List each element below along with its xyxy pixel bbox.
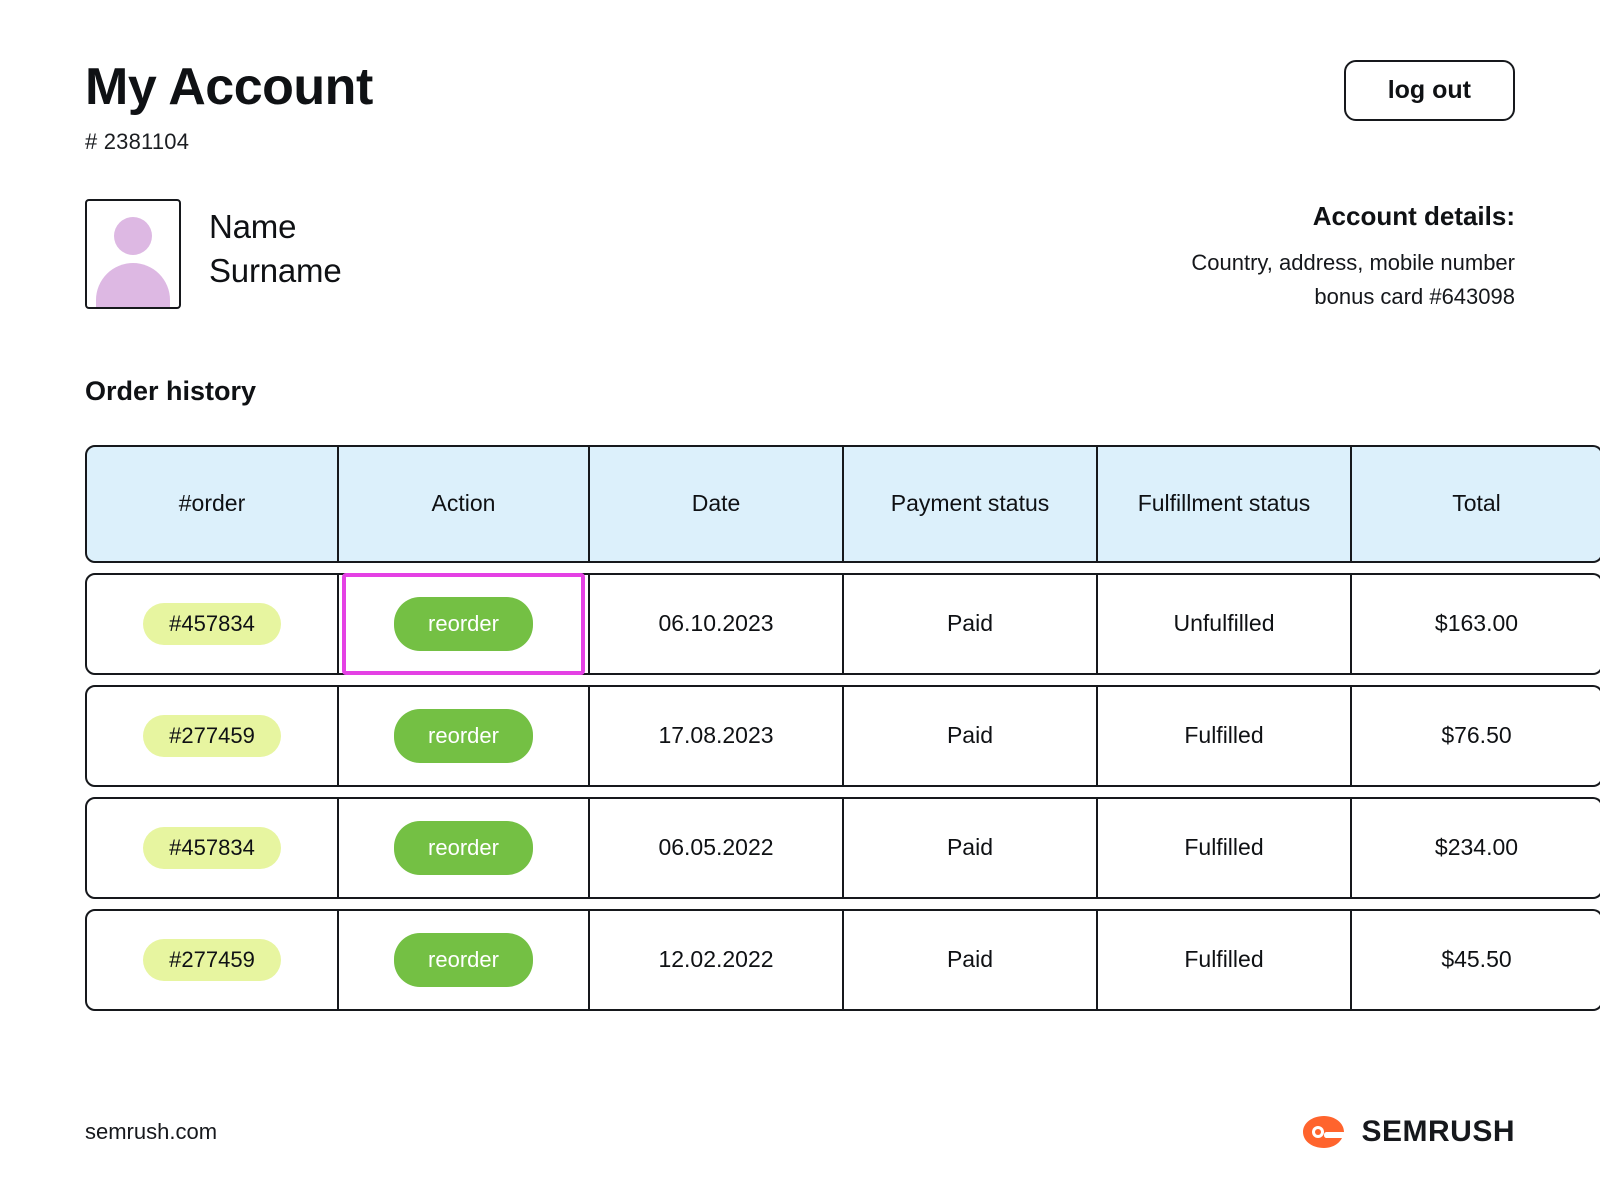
avatar-head-shape xyxy=(114,217,152,255)
reorder-button[interactable]: reorder xyxy=(394,933,533,987)
reorder-button[interactable]: reorder xyxy=(394,821,533,875)
payment-status-cell: Paid xyxy=(844,685,1098,787)
order-date-cell: 12.02.2022 xyxy=(590,909,844,1011)
order-history-table xyxy=(85,435,1600,1021)
header-left xyxy=(85,60,373,155)
order-history-title: Order history xyxy=(85,375,257,406)
user-last-name: Surname xyxy=(209,252,342,290)
order-total-cell: $234.00 xyxy=(1352,797,1600,899)
action-cell xyxy=(339,797,590,899)
table-header xyxy=(85,445,1600,563)
account-details-title: Account details: xyxy=(1312,200,1515,231)
account-details-line-2: bonus card #643098 xyxy=(1314,283,1515,309)
order-id-cell xyxy=(85,685,339,787)
order-total-cell: $76.50 xyxy=(1352,685,1600,787)
user-first-name: Name xyxy=(209,207,297,245)
order-date-cell: 06.05.2022 xyxy=(590,797,844,899)
page-header xyxy=(85,60,1515,155)
column-header-payment-status: Payment status xyxy=(844,445,1098,563)
action-cell xyxy=(339,909,590,1011)
order-date-cell: 17.08.2023 xyxy=(590,685,844,787)
order-date-cell: 06.10.2023 xyxy=(590,573,844,675)
order-total-cell: $45.50 xyxy=(1352,909,1600,1011)
user-avatar-icon xyxy=(85,199,181,309)
semrush-logo-icon xyxy=(1301,1115,1347,1149)
order-id-badge: #277459 xyxy=(143,939,281,981)
action-cell xyxy=(339,573,590,675)
column-header-fulfillment-status: Fulfillment status xyxy=(1098,445,1352,563)
fulfillment-status-cell: Unfulfilled xyxy=(1098,573,1352,675)
reorder-button[interactable]: reorder xyxy=(394,709,533,763)
table-header-row xyxy=(85,445,1600,563)
payment-status-cell: Paid xyxy=(844,909,1098,1011)
account-details xyxy=(1191,199,1515,314)
table-row xyxy=(85,909,1600,1011)
user-name xyxy=(209,199,342,294)
table-row xyxy=(85,573,1600,675)
brand-logo xyxy=(1301,1115,1515,1149)
fulfillment-status-cell: Fulfilled xyxy=(1098,797,1352,899)
order-id-cell xyxy=(85,797,339,899)
identity-block xyxy=(85,199,342,309)
fulfillment-status-cell: Fulfilled xyxy=(1098,685,1352,787)
account-details-line-1: Country, address, mobile number xyxy=(1191,249,1515,275)
profile-row xyxy=(85,199,1515,314)
column-header-order: #order xyxy=(85,445,339,563)
order-id-badge: #457834 xyxy=(143,827,281,869)
reorder-button[interactable]: reorder xyxy=(394,597,533,651)
order-id-cell xyxy=(85,573,339,675)
order-id-badge: #457834 xyxy=(143,603,281,645)
column-header-date: Date xyxy=(590,445,844,563)
payment-status-cell: Paid xyxy=(844,573,1098,675)
brand-name: SEMRUSH xyxy=(1361,1115,1515,1148)
table-row xyxy=(85,685,1600,787)
page-footer xyxy=(85,1115,1515,1149)
column-header-action: Action xyxy=(339,445,590,563)
footer-url: semrush.com xyxy=(85,1119,218,1144)
page-title: My Account xyxy=(85,58,373,116)
order-id-cell xyxy=(85,909,339,1011)
order-id-badge: #277459 xyxy=(143,715,281,757)
avatar-body-shape xyxy=(96,263,170,309)
action-cell xyxy=(339,685,590,787)
payment-status-cell: Paid xyxy=(844,797,1098,899)
logout-button[interactable]: log out xyxy=(1344,60,1515,121)
table-row xyxy=(85,797,1600,899)
fulfillment-status-cell: Fulfilled xyxy=(1098,909,1352,1011)
table-body xyxy=(85,573,1600,1011)
order-total-cell: $163.00 xyxy=(1352,573,1600,675)
column-header-total: Total xyxy=(1352,445,1600,563)
account-number: # 2381104 xyxy=(85,128,190,154)
